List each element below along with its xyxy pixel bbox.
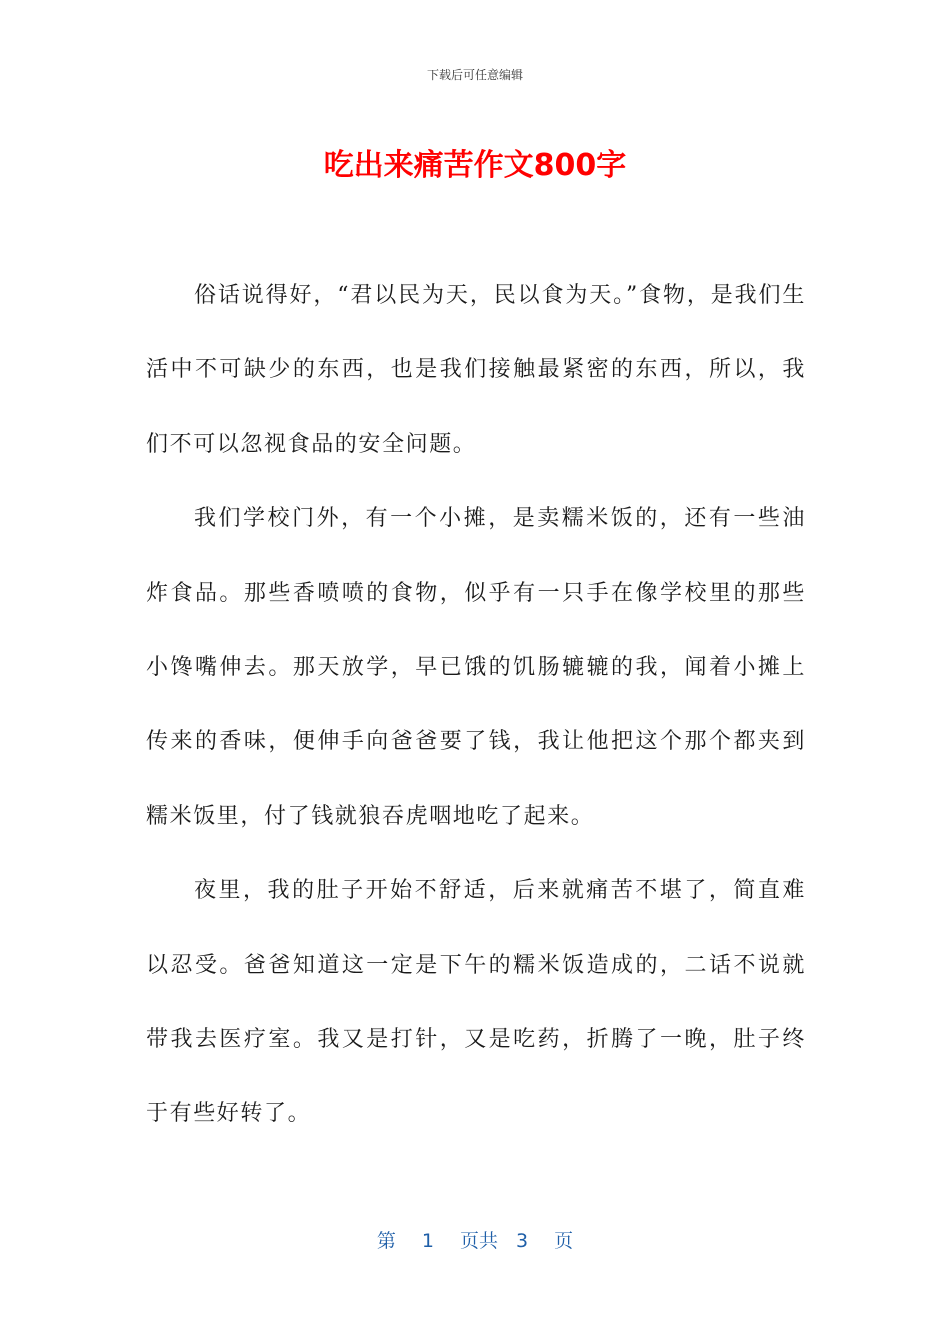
page-header-note: 下载后可任意编辑 — [426, 68, 523, 82]
paragraph-1: 俗话说得好，“君以民为天，民以食为天。”食物，是我们生活中不可缺少的东西，也是我们接触最紧密的东西，所以，我们不可以忽视食品的安全问题。 — [146, 283, 806, 457]
footer-page-prefix: 第 — [376, 1230, 396, 1252]
document-title: 吃出来痛苦作文800字 — [323, 148, 627, 183]
paragraph-3: 夜里，我的肚子开始不舒适，后来就痛苦不堪了，简直难以忍受。爸爸知道这一定是下午的糯米饭造成的，二话不说就带我去医疗室。我又是打针，又是吃药，折腾了一晚，肚子终于有些好转了。 — [146, 878, 806, 1127]
footer-page-suffix: 页 — [554, 1230, 574, 1252]
paragraph-2: 我们学校门外，有一个小摊，是卖糯米饭的，还有一些油炸食品。那些香喷喷的食物，似乎有一只手在像学校里的那些小馋嘴伸去。那天放学，早已饿的饥肠辘辘的我，闻着小摊上传来的香味，便伸手向爸爸要了钱，我让他把这个那个都夹到糯米饭里，付了钱就狼吞虎咽地吃了起来。 — [146, 506, 806, 829]
footer-page-mid: 页共 — [459, 1230, 498, 1252]
footer-current-page: 1 — [421, 1230, 434, 1252]
page-footer — [0, 1226, 950, 1253]
footer-total-pages: 3 — [516, 1230, 529, 1252]
document-body — [146, 259, 806, 1152]
